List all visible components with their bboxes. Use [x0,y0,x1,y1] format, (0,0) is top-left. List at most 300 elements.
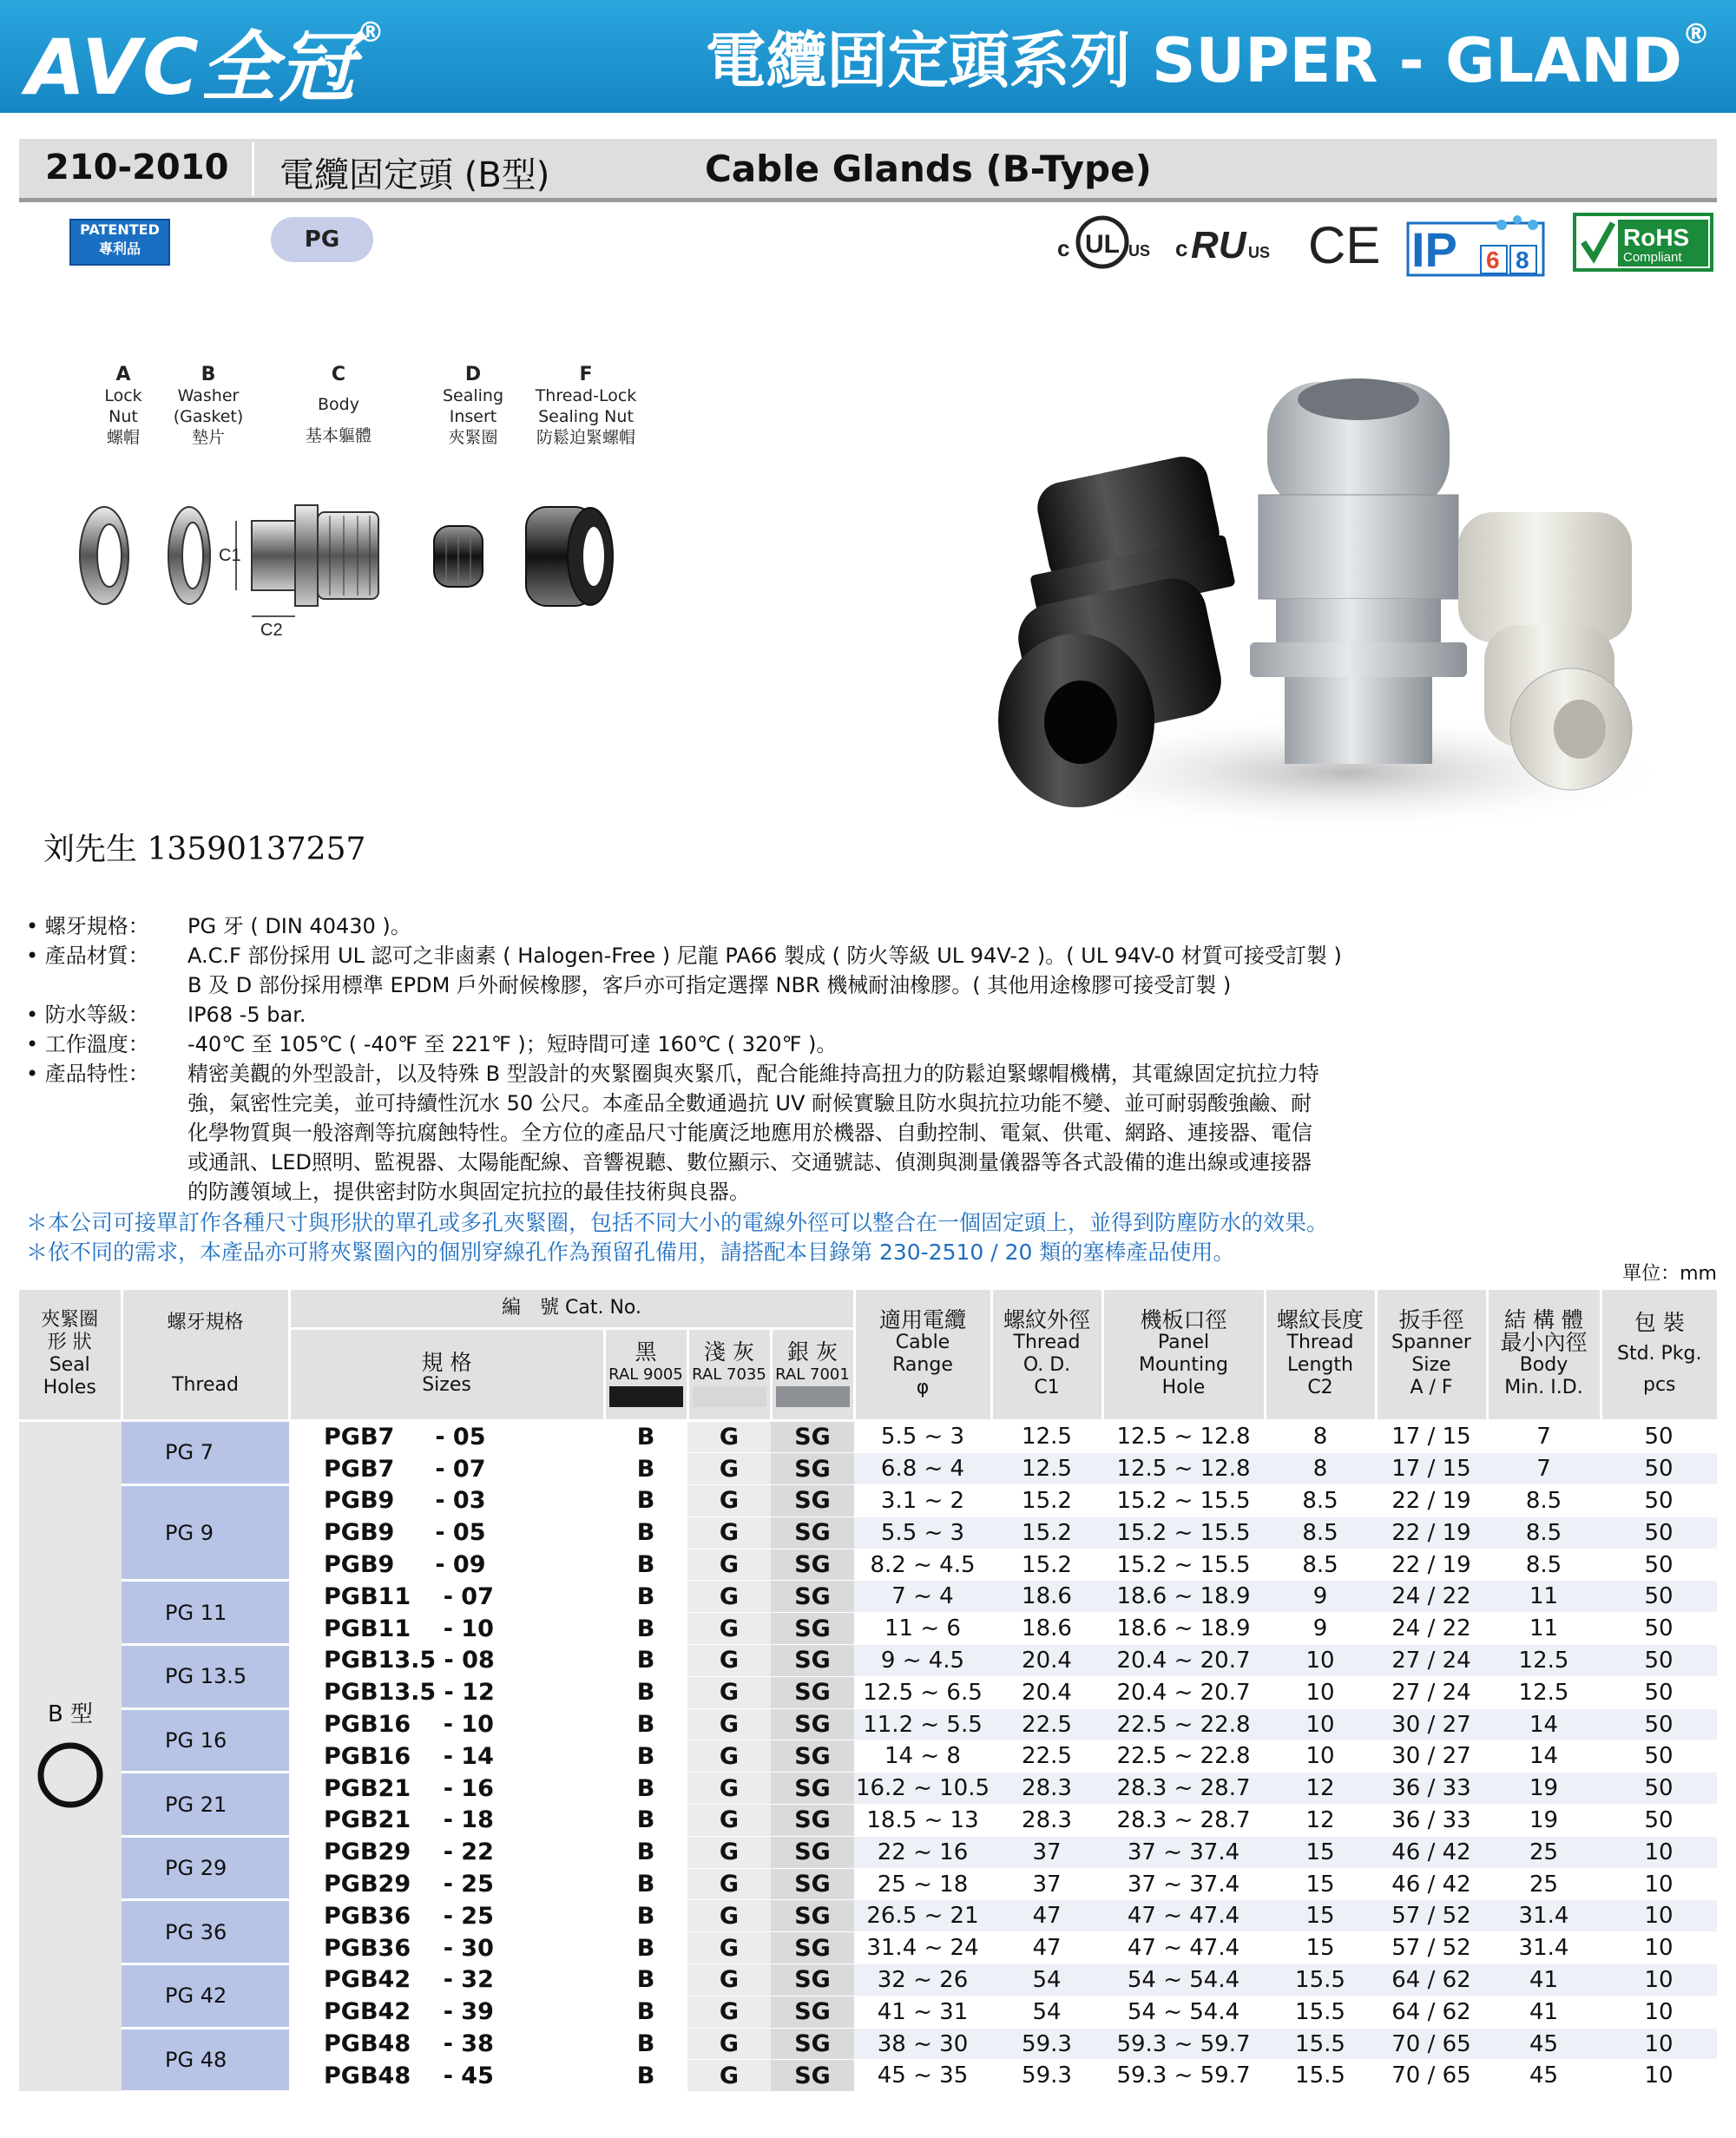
gray-code-cell: G [687,1645,771,1677]
black-code-cell: B [604,1420,687,1453]
thread-od-cell: 15.2 [991,1549,1102,1581]
header-black: 黑 RAL 9005 [604,1328,687,1420]
thread-size-cell: PG 36 [122,1900,289,1964]
spec-thread: • 螺牙規格： PG 牙 ( DIN 40430 )。 [26,914,411,938]
std-pkg-cell: 10 [1601,1964,1717,1997]
body-id-cell: 14 [1487,1740,1601,1773]
black-code-cell: B [604,1740,687,1773]
cert-ru: RU [1191,224,1246,266]
std-pkg-cell: 50 [1601,1516,1717,1549]
gray-code-cell: G [687,1900,771,1932]
body-id-cell: 8.5 [1487,1516,1601,1549]
thread-size-cell: PG 21 [122,1773,289,1837]
silver-code-cell: SG [771,1549,854,1581]
contact-info: 刘先生 13590137257 [43,832,366,867]
black-code-cell: B [604,1900,687,1932]
spec-features-line2: 強，氣密性完美，並可持續性沉水 50 公尺。本產品全數通過抗 UV 耐候實驗且防水與抗拉功能不變、並可耐弱酸強鹼、耐 [187,1091,1312,1115]
silver-code-cell: SG [771,1932,854,1964]
body-id-cell: 45 [1487,2060,1601,2092]
thread-length-cell: 15.5 [1265,1964,1376,1997]
body-id-cell: 19 [1487,1805,1601,1837]
cable-range-cell: 9 ~ 4.5 [854,1645,991,1677]
catalog-number-cell: PGB9 - 05 [289,1516,604,1549]
gray-gland-photo [1250,378,1467,764]
body-id-cell: 8.5 [1487,1549,1601,1581]
cable-range-cell: 45 ~ 35 [854,2060,991,2092]
catalog-number-cell: PGB13.5 - 12 [289,1676,604,1708]
silver-code-cell: SG [771,1676,854,1708]
black-code-cell: B [604,1964,687,1997]
table-row [19,1964,1717,1997]
part-label-f: F Thread-Lock Sealing Nut 防鬆迫緊螺帽 [535,364,637,447]
spec-features-line4: 或通訊、LED照明、監視器、太陽能配線、音響視聽、數位顯示、交通號誌、偵測與測量儀器等各式設備的進出線或連接器 [187,1150,1312,1174]
panel-hole-cell: 20.4 ~ 20.7 [1102,1676,1265,1708]
thread-od-cell: 54 [991,1964,1102,1997]
std-pkg-cell: 50 [1601,1708,1717,1740]
thread-od-cell: 47 [991,1900,1102,1932]
catalog-number-cell: PGB42 - 39 [289,1996,604,2028]
body-id-cell: 41 [1487,1996,1601,2028]
panel-hole-cell: 59.3 ~ 59.7 [1102,2060,1265,2092]
table-row [19,1485,1717,1517]
thread-length-cell: 15.5 [1265,1996,1376,2028]
header-silver-gray: 銀 灰 RAL 7001 [771,1328,854,1420]
panel-hole-cell: 47 ~ 47.4 [1102,1900,1265,1932]
std-pkg-cell: 10 [1601,2028,1717,2060]
thread-size-cell: PG 16 [122,1708,289,1773]
gray-code-cell: G [687,2060,771,2092]
std-pkg-cell: 50 [1601,1773,1717,1805]
spec-features-line5: 的防護領域上，提供密封防水與固定抗拉的最佳技術與良器。 [187,1180,750,1204]
seal-type-label: B 型 [47,1701,94,1728]
silver-code-cell: SG [771,1773,854,1805]
thread-od-cell: 59.3 [991,2060,1102,2092]
lock-nut-drawing [80,507,128,604]
std-pkg-cell: 50 [1601,1420,1717,1453]
thread-od-cell: 22.5 [991,1708,1102,1740]
thread-length-cell: 15 [1265,1932,1376,1964]
thread-size-cell: PG 42 [122,1964,289,2029]
part-label-a: A Lock Nut 螺帽 [104,364,142,447]
cable-range-cell: 26.5 ~ 21 [854,1900,991,1932]
header-light-gray: 淺 灰 RAL 7035 [687,1328,771,1420]
silver-code-cell: SG [771,1581,854,1613]
silver-code-cell: SG [771,1420,854,1453]
black-code-cell: B [604,1868,687,1900]
washer-drawing [168,507,210,604]
thread-length-cell: 8.5 [1265,1485,1376,1517]
cert-c2: c [1175,235,1188,261]
catalog-number-cell: PGB29 - 25 [289,1868,604,1900]
panel-hole-cell: 12.5 ~ 12.8 [1102,1420,1265,1453]
gray-code-cell: G [687,1485,771,1517]
catalog-number-cell: PGB13.5 - 08 [289,1645,604,1677]
panel-hole-cell: 12.5 ~ 12.8 [1102,1453,1265,1485]
cert-6: 6 [1486,247,1500,273]
silver-code-cell: SG [771,1645,854,1677]
seal-type-cell [19,1420,122,2092]
black-code-cell: B [604,1836,687,1868]
std-pkg-cell: 50 [1601,1485,1717,1517]
cable-range-cell: 31.4 ~ 24 [854,1932,991,1964]
catalog-number-cell: PGB11 - 10 [289,1613,604,1645]
spanner-size-cell: 17 / 15 [1376,1420,1487,1453]
seal-ring-icon [36,1740,105,1810]
header-seal-holes: 夾緊圈 形 狀 Seal Holes [19,1290,122,1420]
gray-code-cell: G [687,1932,771,1964]
cul-us-listed-icon [1052,213,1156,273]
page-header [0,0,1736,113]
model-number: 210-2010 [45,148,229,187]
panel-hole-cell: 18.6 ~ 18.9 [1102,1613,1265,1645]
ip68-icon [1406,213,1545,277]
spanner-size-cell: 30 / 27 [1376,1708,1487,1740]
body-id-cell: 45 [1487,2028,1601,2060]
catalog-number-cell: PGB16 - 14 [289,1740,604,1773]
std-pkg-cell: 50 [1601,1645,1717,1677]
panel-hole-cell: 18.6 ~ 18.9 [1102,1581,1265,1613]
std-pkg-cell: 10 [1601,1996,1717,2028]
panel-hole-cell: 37 ~ 37.4 [1102,1836,1265,1868]
note-reserved-holes: ＊依不同的需求，本產品亦可將夾緊圈內的個別穿線孔作為預留孔備用，請搭配本目錄第 230-2510 / 20 類的塞棒產品使用。 [26,1240,1235,1265]
std-pkg-cell: 10 [1601,1836,1717,1868]
thread-length-cell: 8.5 [1265,1516,1376,1549]
spanner-size-cell: 22 / 19 [1376,1516,1487,1549]
thread-od-cell: 28.3 [991,1805,1102,1837]
panel-hole-cell: 15.2 ~ 15.5 [1102,1485,1265,1517]
cert-8: 8 [1516,247,1529,273]
body-id-cell: 8.5 [1487,1485,1601,1517]
swatch-light-gray [693,1386,766,1407]
black-code-cell: B [604,1676,687,1708]
black-code-cell: B [604,1613,687,1645]
std-pkg-cell: 50 [1601,1613,1717,1645]
black-code-cell: B [604,1932,687,1964]
header-thread: 螺牙規格 Thread [122,1290,289,1420]
silver-code-cell: SG [771,1613,854,1645]
catalog-number-cell: PGB21 - 16 [289,1773,604,1805]
spanner-size-cell: 24 / 22 [1376,1613,1487,1645]
thread-length-cell: 10 [1265,1708,1376,1740]
panel-hole-cell: 28.3 ~ 28.7 [1102,1773,1265,1805]
header-cable-range: 適用電纜 Cable Range φ [854,1290,991,1420]
body-id-cell: 41 [1487,1964,1601,1997]
silver-code-cell: SG [771,1836,854,1868]
thread-od-cell: 15.2 [991,1516,1102,1549]
gray-code-cell: G [687,1676,771,1708]
ul-recognized-icon [1172,213,1276,273]
panel-hole-cell: 22.5 ~ 22.8 [1102,1740,1265,1773]
panel-hole-cell: 47 ~ 47.4 [1102,1932,1265,1964]
cable-range-cell: 25 ~ 18 [854,1868,991,1900]
thread-length-cell: 9 [1265,1613,1376,1645]
spec-features: • 產品特性： 精密美觀的外型設計，以及特殊 B 型設計的夾緊圈與夾緊爪，配合能維持高扭力的防鬆迫緊螺帽機構，其電線固定抗拉力特 [26,1062,1319,1086]
catalog-number-cell: PGB9 - 03 [289,1485,604,1517]
product-name-en: Cable Glands (B-Type) [705,148,1152,190]
black-code-cell: B [604,1805,687,1837]
body-id-cell: 11 [1487,1613,1601,1645]
thread-length-cell: 8 [1265,1453,1376,1485]
std-pkg-cell: 50 [1601,1549,1717,1581]
table-row [19,1708,1717,1740]
product-photo [972,365,1719,851]
panel-hole-cell: 20.4 ~ 20.7 [1102,1645,1265,1677]
thread-od-cell: 37 [991,1868,1102,1900]
thread-od-cell: 15.2 [991,1485,1102,1517]
spanner-size-cell: 22 / 19 [1376,1485,1487,1517]
gray-code-cell: G [687,1805,771,1837]
thread-length-cell: 15.5 [1265,2060,1376,2092]
body-id-cell: 14 [1487,1708,1601,1740]
patented-badge [69,219,170,266]
black-code-cell: B [604,1581,687,1613]
cable-range-cell: 5.5 ~ 3 [854,1516,991,1549]
dim-c2-label: C2 [260,621,283,640]
brand-logo: AVC全冠® [26,16,386,112]
silver-code-cell: SG [771,1516,854,1549]
cable-range-cell: 11.2 ~ 5.5 [854,1708,991,1740]
silver-code-cell: SG [771,1805,854,1837]
thread-type-badge: PG [271,217,373,262]
swatch-silver-gray [776,1386,850,1407]
cert-c: c [1057,235,1070,261]
header-catno: 編 號 Cat. No. [289,1290,854,1328]
body-id-cell: 7 [1487,1420,1601,1453]
panel-hole-cell: 37 ~ 37.4 [1102,1868,1265,1900]
patented-en: PATENTED [80,221,160,238]
rohs-compliant-icon [1573,213,1713,273]
note-custom-order: ＊本公司可接單訂作各種尺寸與形狀的單孔或多孔夾緊圈，包括不同大小的電線外徑可以整合在一個固定頭上，並得到防塵防水的效果。 [26,1210,1329,1235]
spanner-size-cell: 27 / 24 [1376,1645,1487,1677]
panel-hole-cell: 15.2 ~ 15.5 [1102,1549,1265,1581]
thread-size-cell: PG 48 [122,2028,289,2092]
thread-length-cell: 8.5 [1265,1549,1376,1581]
spec-features-line3: 化學物質與一般溶劑等抗腐蝕特性。全方位的產品尺寸能廣泛地應用於機器、自動控制、電氣、供電、網路、連接器、電信 [187,1121,1312,1145]
body-id-cell: 25 [1487,1868,1601,1900]
silver-code-cell: SG [771,2028,854,2060]
spanner-size-cell: 70 / 65 [1376,2060,1487,2092]
thread-od-cell: 12.5 [991,1453,1102,1485]
catalog-number-cell: PGB29 - 22 [289,1836,604,1868]
std-pkg-cell: 50 [1601,1581,1717,1613]
thread-length-cell: 15 [1265,1900,1376,1932]
spanner-size-cell: 22 / 19 [1376,1549,1487,1581]
cable-range-cell: 3.1 ~ 2 [854,1485,991,1517]
cable-range-cell: 6.8 ~ 4 [854,1453,991,1485]
thread-size-cell: PG 7 [122,1420,289,1485]
std-pkg-cell: 10 [1601,1900,1717,1932]
header-std-pkg: 包 裝 Std. Pkg. pcs [1601,1290,1717,1420]
std-pkg-cell: 50 [1601,1453,1717,1485]
spec-material-line2: B 及 D 部份採用標準 EPDM 戶外耐候橡膠，客戶亦可指定選擇 NBR 機械耐油橡膠。( 其他用途橡膠可接受訂製 ) [187,973,1232,997]
spanner-size-cell: 57 / 52 [1376,1932,1487,1964]
catalog-number-cell: PGB36 - 25 [289,1900,604,1932]
silver-code-cell: SG [771,1453,854,1485]
thread-size-cell: PG 13.5 [122,1645,289,1709]
thread-od-cell: 20.4 [991,1676,1102,1708]
gray-code-cell: G [687,1549,771,1581]
gray-code-cell: G [687,1708,771,1740]
thread-od-cell: 18.6 [991,1613,1102,1645]
spec-temperature: • 工作溫度： -40℃ 至 105℃ ( -40℉ 至 221℉ )；短時間可達 160℃ ( 320℉ )。 [26,1032,838,1056]
black-code-cell: B [604,1996,687,2028]
spanner-size-cell: 24 / 22 [1376,1581,1487,1613]
sealing-nut-drawing [526,507,613,606]
table-row [19,1773,1717,1805]
body-id-cell: 12.5 [1487,1645,1601,1677]
catalog-number-cell: PGB9 - 09 [289,1549,604,1581]
panel-hole-cell: 54 ~ 54.4 [1102,1964,1265,1997]
thread-length-cell: 10 [1265,1740,1376,1773]
spanner-size-cell: 64 / 62 [1376,1964,1487,1997]
gray-code-cell: G [687,1420,771,1453]
std-pkg-cell: 10 [1601,1932,1717,1964]
body-id-cell: 25 [1487,1836,1601,1868]
part-label-b: B Washer (Gasket) 墊片 [173,364,244,447]
panel-hole-cell: 28.3 ~ 28.7 [1102,1805,1265,1837]
thread-od-cell: 18.6 [991,1581,1102,1613]
dim-c1-label: C1 [219,546,241,565]
product-name-cn: 電纜固定頭 (B型) [279,155,550,195]
spec-material: • 產品材質： A.C.F 部份採用 UL 認可之非鹵素 ( Halogen-Free ) 尼龍 PA66 製成 ( 防火等級 UL 94V-2 )。( UL 94V-0 材質可接受訂製 ) [26,944,1342,968]
spanner-size-cell: 17 / 15 [1376,1453,1487,1485]
unit-label: 單位：mm [1622,1263,1717,1285]
thread-od-cell: 37 [991,1836,1102,1868]
body-drawing [219,505,378,640]
thread-od-cell: 28.3 [991,1773,1102,1805]
cable-range-cell: 41 ~ 31 [854,1996,991,2028]
thread-length-cell: 15 [1265,1868,1376,1900]
header-thread-length: 螺紋長度 Thread Length C2 [1265,1290,1376,1420]
cert-ul: UL [1085,230,1120,259]
cert-ce: CE [1308,216,1381,273]
std-pkg-cell: 10 [1601,1868,1717,1900]
black-code-cell: B [604,1549,687,1581]
black-code-cell: B [604,2028,687,2060]
panel-hole-cell: 59.3 ~ 59.7 [1102,2028,1265,2060]
silver-code-cell: SG [771,1708,854,1740]
catalog-number-cell: PGB48 - 38 [289,2028,604,2060]
gray-code-cell: G [687,1453,771,1485]
body-id-cell: 11 [1487,1581,1601,1613]
body-id-cell: 31.4 [1487,1900,1601,1932]
spanner-size-cell: 57 / 52 [1376,1900,1487,1932]
thread-length-cell: 8 [1265,1420,1376,1453]
body-id-cell: 19 [1487,1773,1601,1805]
spanner-size-cell: 36 / 33 [1376,1773,1487,1805]
thread-od-cell: 12.5 [991,1420,1102,1453]
std-pkg-cell: 50 [1601,1805,1717,1837]
cable-range-cell: 38 ~ 30 [854,2028,991,2060]
catalog-number-cell: PGB7 - 07 [289,1453,604,1485]
body-id-cell: 31.4 [1487,1932,1601,1964]
thread-od-cell: 22.5 [991,1740,1102,1773]
catalog-number-cell: PGB42 - 32 [289,1964,604,1997]
gray-code-cell: G [687,1773,771,1805]
thread-length-cell: 10 [1265,1676,1376,1708]
black-code-cell: B [604,1485,687,1517]
patented-cn: 專利品 [98,240,141,257]
cert-us2: US [1248,244,1271,261]
body-id-cell: 12.5 [1487,1676,1601,1708]
thread-size-cell: PG 9 [122,1485,289,1581]
ce-mark-icon [1306,213,1384,273]
silver-code-cell: SG [771,1996,854,2028]
spanner-size-cell: 46 / 42 [1376,1836,1487,1868]
table-row [19,1645,1717,1677]
cert-compliant: Compliant [1623,250,1682,265]
header-body-id: 結 構 體 最小內徑 Body Min. I.D. [1487,1290,1601,1420]
spanner-size-cell: 70 / 65 [1376,2028,1487,2060]
cable-range-cell: 5.5 ~ 3 [854,1420,991,1453]
spanner-size-cell: 64 / 62 [1376,1996,1487,2028]
gray-code-cell: G [687,1996,771,2028]
cable-range-cell: 16.2 ~ 10.5 [854,1773,991,1805]
panel-hole-cell: 22.5 ~ 22.8 [1102,1708,1265,1740]
title-divider [252,142,254,196]
silver-code-cell: SG [771,1868,854,1900]
silver-code-cell: SG [771,1740,854,1773]
cable-range-cell: 22 ~ 16 [854,1836,991,1868]
catalog-number-cell: PGB21 - 18 [289,1805,604,1837]
cable-range-cell: 32 ~ 26 [854,1964,991,1997]
cert-ip: IP [1411,222,1457,277]
sealing-insert-drawing [434,526,483,587]
silver-code-cell: SG [771,1485,854,1517]
gray-code-cell: G [687,1516,771,1549]
std-pkg-cell: 50 [1601,1676,1717,1708]
gray-code-cell: G [687,1581,771,1613]
table-row [19,1900,1717,1932]
body-id-cell: 7 [1487,1453,1601,1485]
thread-od-cell: 47 [991,1932,1102,1964]
header-panel-hole: 機板口徑 Panel Mounting Hole [1102,1290,1265,1420]
thread-length-cell: 15 [1265,1836,1376,1868]
cable-range-cell: 12.5 ~ 6.5 [854,1676,991,1708]
header-thread-od: 螺紋外徑 Thread O. D. C1 [991,1290,1102,1420]
cable-range-cell: 8.2 ~ 4.5 [854,1549,991,1581]
header-spanner-size: 扳手徑 Spanner Size A / F [1376,1290,1487,1420]
thread-size-cell: PG 29 [122,1836,289,1900]
product-title-bar [19,139,1717,202]
cable-range-cell: 7 ~ 4 [854,1581,991,1613]
part-label-d: D Sealing Insert 夾緊圈 [442,364,504,447]
thread-length-cell: 12 [1265,1773,1376,1805]
gray-code-cell: G [687,1836,771,1868]
black-code-cell: B [604,1453,687,1485]
swatch-black [609,1386,683,1407]
thread-length-cell: 15.5 [1265,2028,1376,2060]
panel-hole-cell: 54 ~ 54.4 [1102,1996,1265,2028]
part-label-c: C Body 基本軀體 [305,364,372,445]
silver-code-cell: SG [771,2060,854,2092]
catalog-number-cell: PGB48 - 45 [289,2060,604,2092]
cable-range-cell: 11 ~ 6 [854,1613,991,1645]
black-code-cell: B [604,1773,687,1805]
spanner-size-cell: 30 / 27 [1376,1740,1487,1773]
black-code-cell: B [604,1516,687,1549]
panel-hole-cell: 15.2 ~ 15.5 [1102,1516,1265,1549]
black-code-cell: B [604,1708,687,1740]
catalog-number-cell: PGB11 - 07 [289,1581,604,1613]
gray-code-cell: G [687,2028,771,2060]
header-sizes: 規 格 Sizes [289,1328,604,1420]
gray-code-cell: G [687,1964,771,1997]
table-row [19,2028,1717,2060]
thread-length-cell: 9 [1265,1581,1376,1613]
gray-code-cell: G [687,1740,771,1773]
spanner-size-cell: 36 / 33 [1376,1805,1487,1837]
